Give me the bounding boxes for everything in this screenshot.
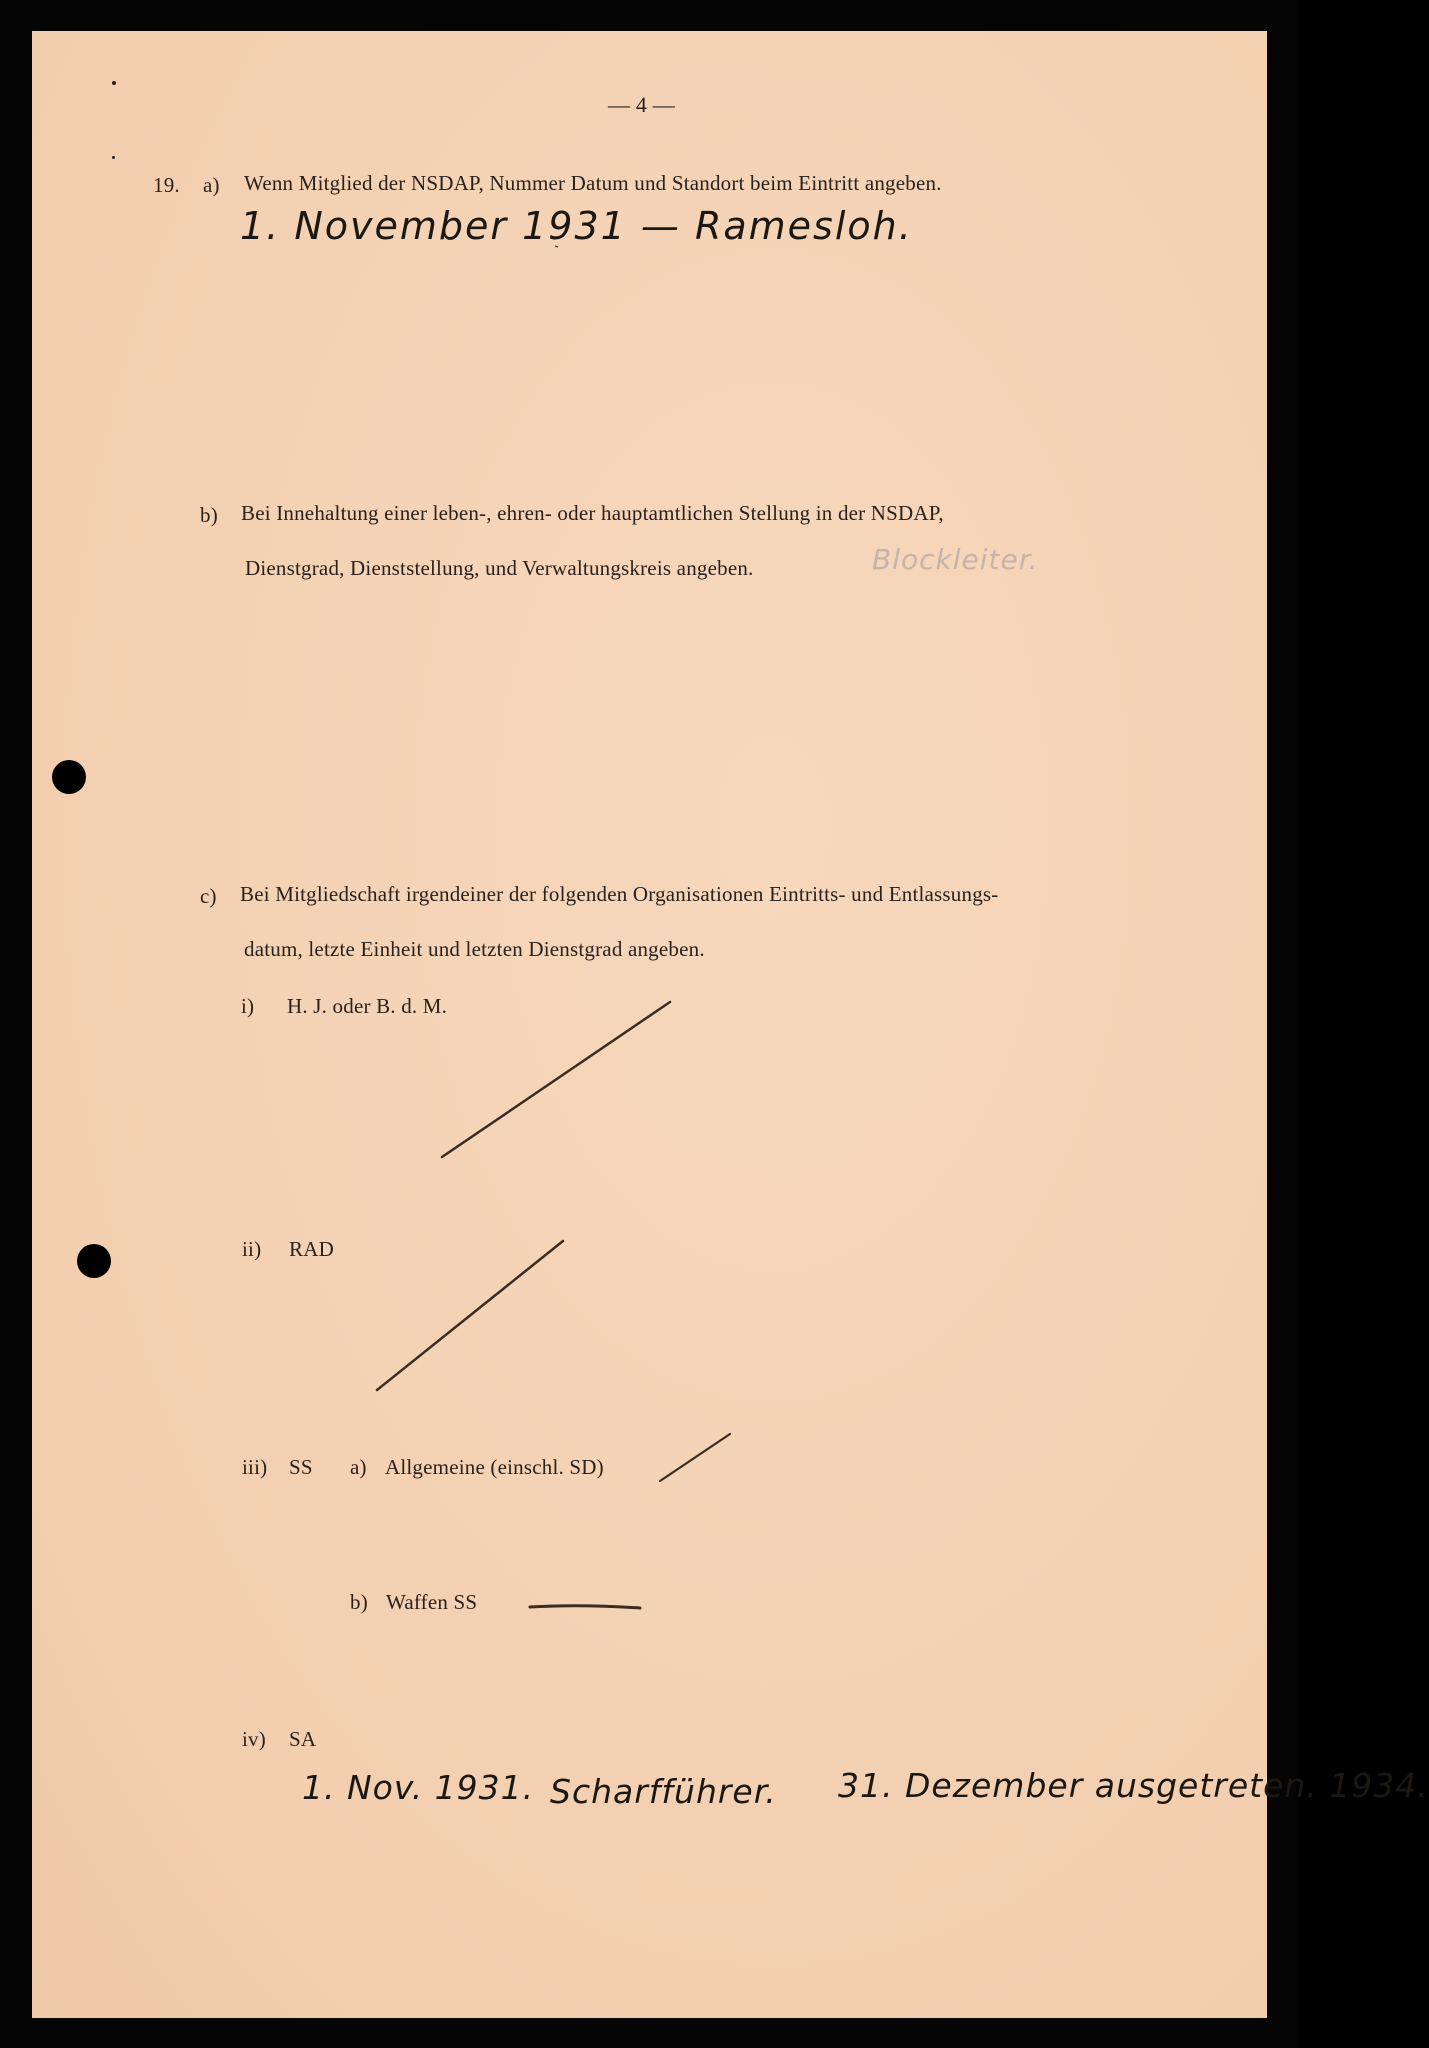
question-a-handwritten-answer: 1. November 1931 — Ramesloh. xyxy=(240,204,913,248)
item-iii-sub-b-label: Waffen SS xyxy=(386,1590,478,1614)
item-iv-answer-exit: 31. Dezember ausgetreten. 1934. xyxy=(838,1766,1429,1805)
item-ii-label: RAD xyxy=(289,1237,334,1261)
question-a-text: Wenn Mitglied der NSDAP, Nummer Datum und Standort beim Eintritt angeben. xyxy=(244,171,942,195)
strike-line-allgemeine-ss xyxy=(660,1434,730,1481)
question-c-label: c) xyxy=(200,884,217,908)
item-iv-answer-rank: Scharfführer. xyxy=(550,1772,777,1811)
item-ii-number: ii) xyxy=(242,1237,262,1261)
strike-line-hj xyxy=(442,1002,670,1157)
question-c-line1: Bei Mitgliedschaft irgendeiner der folgenden Organisationen Eintritts- und Entlassungs- xyxy=(240,882,999,906)
question-a-label: a) xyxy=(203,173,220,197)
item-iii-sub-b-number: b) xyxy=(350,1590,368,1614)
item-i-number: i) xyxy=(241,994,255,1018)
underline-ramesloh xyxy=(555,246,558,247)
item-iii-sub-a-label: Allgemeine (einschl. SD) xyxy=(385,1455,604,1479)
page-number: — 4 — xyxy=(608,92,675,117)
strike-line-rad xyxy=(377,1241,563,1390)
dash-line-waffen-ss xyxy=(530,1606,640,1608)
item-iv-number: iv) xyxy=(242,1727,266,1751)
item-iii-number: iii) xyxy=(242,1455,268,1479)
question-b-label: b) xyxy=(200,503,218,527)
item-iv-label: SA xyxy=(289,1727,317,1751)
question-b-line1: Bei Innehaltung einer leben-, ehren- oder hauptamtlichen Stellung in der NSDAP, xyxy=(241,501,944,525)
question-b-line2: Dienstgrad, Dienststellung, und Verwaltungskreis angeben. xyxy=(245,556,754,580)
question-c-line2: datum, letzte Einheit und letzten Dienstgrad angeben. xyxy=(244,937,705,961)
item-iii-sub-a-number: a) xyxy=(350,1455,367,1479)
section-number: 19. xyxy=(153,173,180,197)
item-iii-label: SS xyxy=(289,1455,313,1479)
item-i-label: H. J. oder B. d. M. xyxy=(287,994,448,1018)
item-iv-answer-date: 1. Nov. 1931. xyxy=(302,1768,535,1807)
question-b-pencil-answer: Blockleiter. xyxy=(872,543,1039,576)
